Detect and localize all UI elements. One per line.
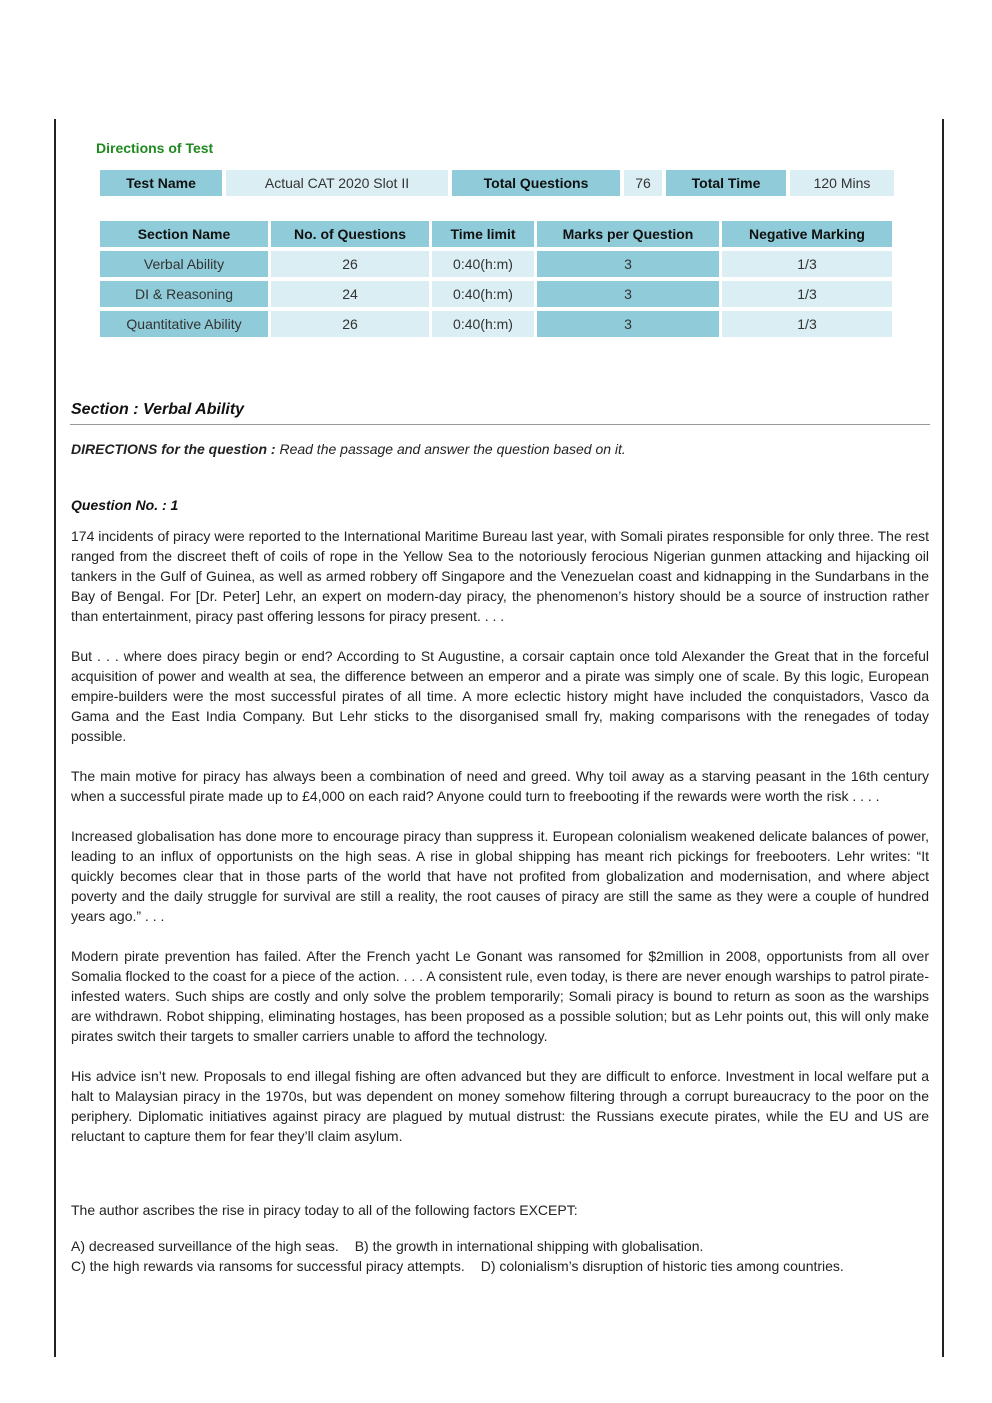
header-no-of-questions: No. of Questions bbox=[271, 221, 429, 247]
cell-negative-marking: 1/3 bbox=[722, 281, 892, 307]
header-time-limit: Time limit bbox=[432, 221, 534, 247]
passage-paragraph: His advice isn’t new. Proposals to end illegal fishing are often advanced but they are difficult to enforce. Investment in local welfare put a halt to Malaysian piracy in the 1970s, but was dependent on money somehow filtering through a corrupt bureaucracy to the poor on the periphery. Diplomatic initiatives against piracy are plagued by mutual distrust: the Russians execute pirates, while the EU and US are reluctant to capture them for fear they’ll claim asylum. bbox=[71, 1068, 929, 1144]
option-d[interactable]: D) colonialism’s disruption of historic ties among countries. bbox=[480, 1258, 844, 1274]
table-row bbox=[100, 281, 892, 307]
cell-marks: 3 bbox=[537, 311, 719, 337]
section-heading: Section : Verbal Ability bbox=[71, 401, 245, 418]
cell-negative-marking: 1/3 bbox=[722, 311, 892, 337]
cell-marks: 3 bbox=[537, 281, 719, 307]
table-row bbox=[100, 251, 892, 277]
test-info-table bbox=[100, 170, 894, 196]
question-directions bbox=[71, 441, 626, 457]
directions-label: DIRECTIONS for the question : bbox=[71, 441, 276, 457]
cell-no-of-questions: 26 bbox=[271, 251, 429, 277]
right-border-line bbox=[942, 119, 944, 1357]
left-border-line bbox=[54, 119, 56, 1357]
header-marks-per-question: Marks per Question bbox=[537, 221, 719, 247]
directions-text: Read the passage and answer the question based on it. bbox=[275, 441, 626, 457]
cell-section-name: DI & Reasoning bbox=[100, 281, 268, 307]
cell-section-name: Verbal Ability bbox=[100, 251, 268, 277]
passage-paragraph: But . . . where does piracy begin or end? According to St Augustine, a corsair captain once told Alexander the Great that in the forceful acquisition of power and wealth at sea, the difference between an emperor and a pirate was simply one of scale. By this logic, European empire-builders were the most successful pirates of all time. A more eclectic history might have included the conquistadors, Vasco da Gama and the East India Company. But Lehr sticks to the disorganised small fry, making comparisons with the renegades of today possible. bbox=[71, 648, 929, 744]
option-b[interactable]: B) the growth in international shipping with globalisation. bbox=[354, 1238, 704, 1254]
section-divider bbox=[70, 424, 930, 425]
test-name-label: Test Name bbox=[100, 170, 222, 196]
cell-time-limit: 0:40(h:m) bbox=[432, 311, 534, 337]
question-number: Question No. : 1 bbox=[71, 497, 179, 513]
option-c[interactable]: C) the high rewards via ransoms for successful piracy attempts. bbox=[71, 1258, 465, 1274]
table-row bbox=[100, 311, 892, 337]
passage-paragraph: Increased globalisation has done more to encourage piracy than suppress it. European colonialism weakened delicate balances of power, leading to an influx of opportunists on the high seas. A rise in global shipping has meant rich pickings for freebooters. Lehr writes: “It quickly becomes clear that in those parts of the world that have not profited from globalization and modernisation, and where abject poverty and the daily struggle for survival are still a reality, the root causes of piracy are still the same as they were a couple of hundred years ago.” . . . bbox=[71, 828, 929, 924]
total-time-value: 120 Mins bbox=[790, 170, 894, 196]
options-row-1 bbox=[71, 1236, 844, 1256]
answer-options bbox=[71, 1236, 844, 1276]
cell-time-limit: 0:40(h:m) bbox=[432, 281, 534, 307]
total-questions-value: 76 bbox=[624, 170, 662, 196]
passage-paragraph: The main motive for piracy has always been a combination of need and greed. Why toil away as a starving peasant in the 16th century when a successful pirate made up to £4,000 on each raid? Anyone could turn to freebooting if the rewards were worth the risk . . . . bbox=[71, 768, 929, 804]
header-section-name: Section Name bbox=[100, 221, 268, 247]
passage bbox=[71, 526, 929, 1166]
cell-marks: 3 bbox=[537, 251, 719, 277]
option-a[interactable]: A) decreased surveillance of the high seas. bbox=[71, 1238, 339, 1254]
cell-no-of-questions: 26 bbox=[271, 311, 429, 337]
total-time-label: Total Time bbox=[666, 170, 786, 196]
directions-title: Directions of Test bbox=[96, 140, 214, 156]
cell-no-of-questions: 24 bbox=[271, 281, 429, 307]
options-row-2 bbox=[71, 1256, 844, 1276]
passage-paragraph: 174 incidents of piracy were reported to the International Maritime Bureau last year, with Somali pirates responsible for only three. The rest ranged from the discreet theft of coils of rope in the Yellow Sea to the notoriously ferocious Nigerian gunmen attacking and hijacking oil tankers in the Gulf of Guinea, as well as armed robbery off Singapore and the Venezuelan coast and kidnapping in the Sundarbans in the Bay of Bengal. For [Dr. Peter] Lehr, an expert on modern-day piracy, the phenomenon’s history should be a source of instruction rather than entertainment, piracy past offering lessons for piracy present. . . . bbox=[71, 528, 929, 624]
cell-negative-marking: 1/3 bbox=[722, 251, 892, 277]
total-questions-label: Total Questions bbox=[452, 170, 620, 196]
question-stem: The author ascribes the rise in piracy today to all of the following factors EXCEPT: bbox=[71, 1202, 578, 1218]
passage-paragraph: Modern pirate prevention has failed. After the French yacht Le Gonant was ransomed for $2million in 2008, opportunists from all over Somalia flocked to the coast for a piece of the action. . . . A consistent rule, even today, is there are never enough warships to patrol pirate-infested waters. Such ships are costly and only solve the problem temporarily; Somali piracy is bound to return as soon as the warships are withdrawn. Robot shipping, eliminating hostages, has been proposed as a possible solution; but as Lehr points out, this will only make pirates switch their targets to smaller carriers unable to afford the technology. bbox=[71, 948, 929, 1044]
cell-time-limit: 0:40(h:m) bbox=[432, 251, 534, 277]
header-negative-marking: Negative Marking bbox=[722, 221, 892, 247]
sections-table bbox=[97, 217, 895, 341]
cell-section-name: Quantitative Ability bbox=[100, 311, 268, 337]
test-name-value: Actual CAT 2020 Slot II bbox=[226, 170, 448, 196]
sections-table-header bbox=[100, 221, 892, 247]
